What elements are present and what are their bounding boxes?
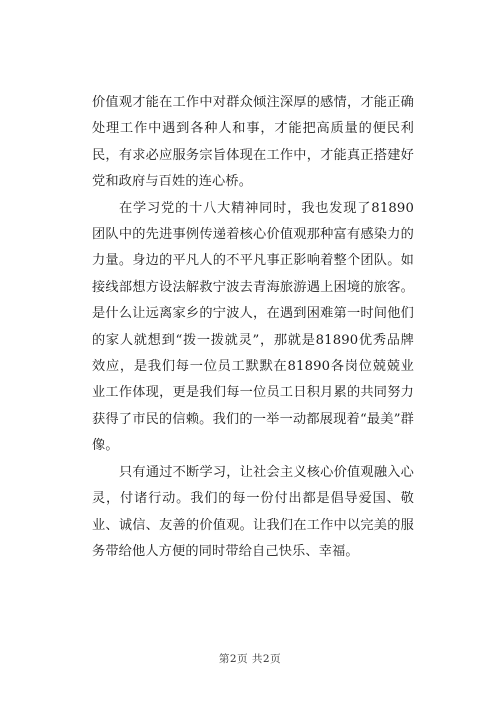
body-text <box>92 90 414 565</box>
paragraph-2: 在学习党的十八大精神同时，我也发现了81890团队中的先进事例传递着核心价值观那种富有感染力的力量。身边的平凡人的不平凡事正影响着整个团队。如接线部想方设法解救宁波去青海旅游遇上困境的旅客。是什么让远离家乡的宁波人，在遇到困难第一时间他们的家人就想到“拨一拨就灵”，那就是81890优秀品牌效应，是我们每一位员工默默在81890各岗位兢兢业业工作体现，更是我们每一位员工日积月累的共同努力获得了市民的信赖。我们的一举一动都展现着“最美”群像。 <box>92 200 414 454</box>
paragraph-3: 只有通过不断学习，让社会主义核心价值观融入心灵，付诸行动。我们的每一份付出都是倡导爱国、敬业、诚信、友善的价值观。让我们在工作中以完美的服务带给他人方便的同时带给自己快乐、幸福。 <box>92 464 414 559</box>
paragraph-1: 价值观才能在工作中对群众倾注深厚的感情，才能正确处理工作中遇到各种人和事，才能把高质量的便民利民，有求必应服务宗旨体现在工作中，才能真正搭建好党和政府与百姓的连心桥。 <box>92 95 414 190</box>
page-footer: 第2页 共2页 <box>218 653 282 665</box>
